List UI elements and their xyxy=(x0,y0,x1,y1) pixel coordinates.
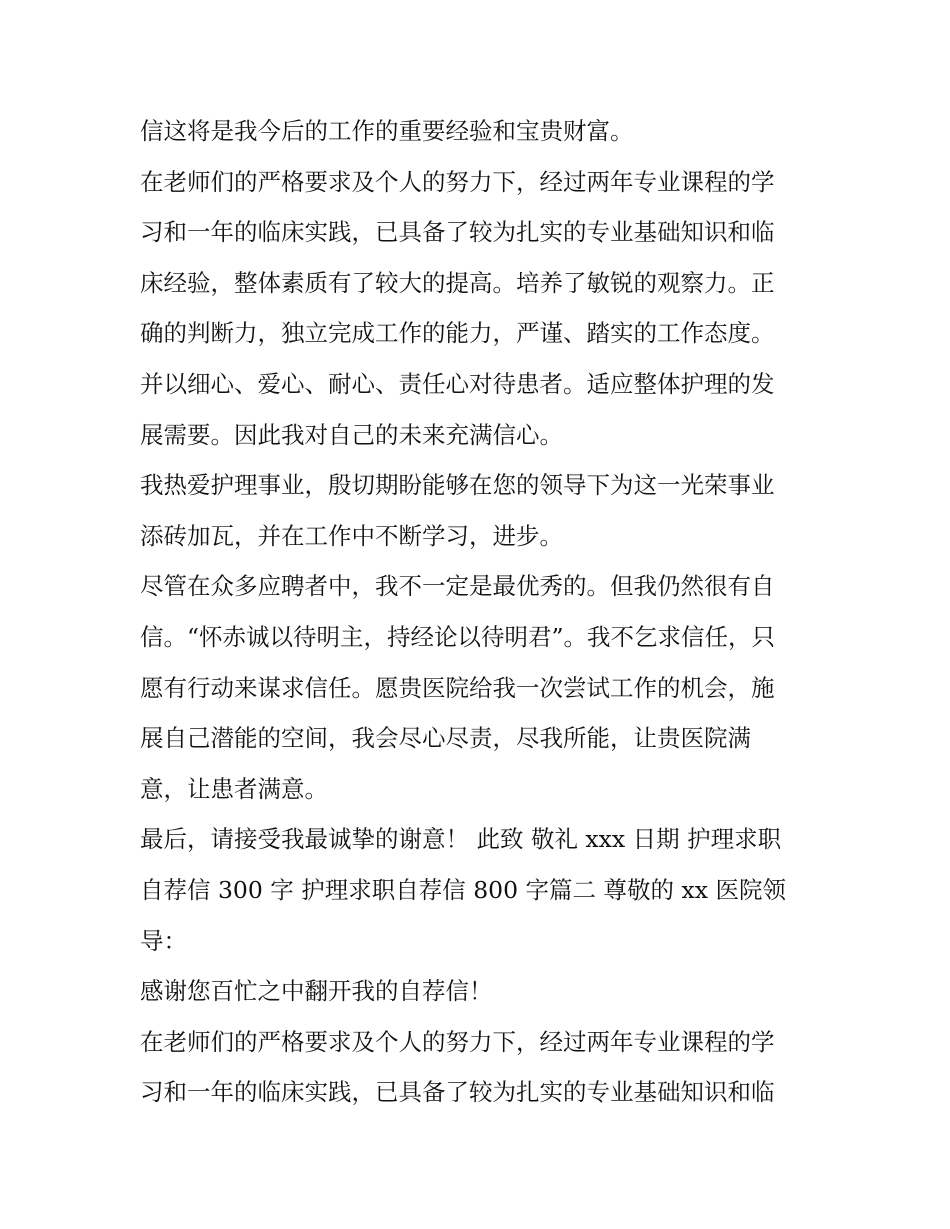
text-line-2: 在老师们的严格要求及个人的努力下，经过两年专业课程的学 xyxy=(140,167,775,196)
text-line-12: 愿有行动来谋求信任。愿贵医院给我一次尝试工作的机会，施 xyxy=(140,673,775,702)
text-line-14: 意，让患者满意。 xyxy=(140,774,328,803)
text-line-6: 并以细心、爱心、耐心、责任心对待患者。适应整体护理的发 xyxy=(140,369,775,398)
text-line-19: 在老师们的严格要求及个人的努力下，经过两年专业课程的学 xyxy=(140,1027,775,1056)
text-line-8: 我热爱护理事业，殷切期盼能够在您的领导下为这一光荣事业 xyxy=(140,471,775,500)
text-line-7: 展需要。因此我对自己的未来充满信心。 xyxy=(140,420,563,449)
text-line-1: 信这将是我今后的工作的重要经验和宝贵财富。 xyxy=(140,117,634,145)
text-line-13: 展自己潜能的空间，我会尽心尽责，尽我所能，让贵医院满 xyxy=(140,724,751,753)
text-line-9: 添砖加瓦，并在工作中不断学习，进步。 xyxy=(140,521,563,550)
text-line-11: 信。“怀赤诚以待明主，持经论以待明君”。我不乞求信任，只 xyxy=(140,622,776,651)
text-line-5: 确的判断力，独立完成工作的能力，严谨、踏实的工作态度。 xyxy=(140,319,775,348)
text-line-3: 习和一年的临床实践，已具备了较为扎实的专业基础知识和临 xyxy=(140,218,775,247)
text-line-15: 最后，请接受我最诚挚的谢意！ 此致 敬礼 xxx 日期 护理求职 xyxy=(140,825,782,854)
text-line-4: 床经验，整体素质有了较大的提高。培养了敏锐的观察力。正 xyxy=(140,268,775,297)
text-line-20: 习和一年的临床实践，已具备了较为扎实的专业基础知识和临 xyxy=(140,1078,775,1107)
text-line-10: 尽管在众多应聘者中，我不一定是最优秀的。但我仍然很有自 xyxy=(140,572,775,601)
text-line-18: 感谢您百忙之中翻开我的自荐信！ xyxy=(140,977,493,1006)
text-line-17: 导： xyxy=(140,926,187,955)
text-line-16: 自荐信 300 字 护理求职自荐信 800 字篇二 尊敬的 xx 医院领 xyxy=(140,875,786,904)
body-text xyxy=(140,106,820,1118)
